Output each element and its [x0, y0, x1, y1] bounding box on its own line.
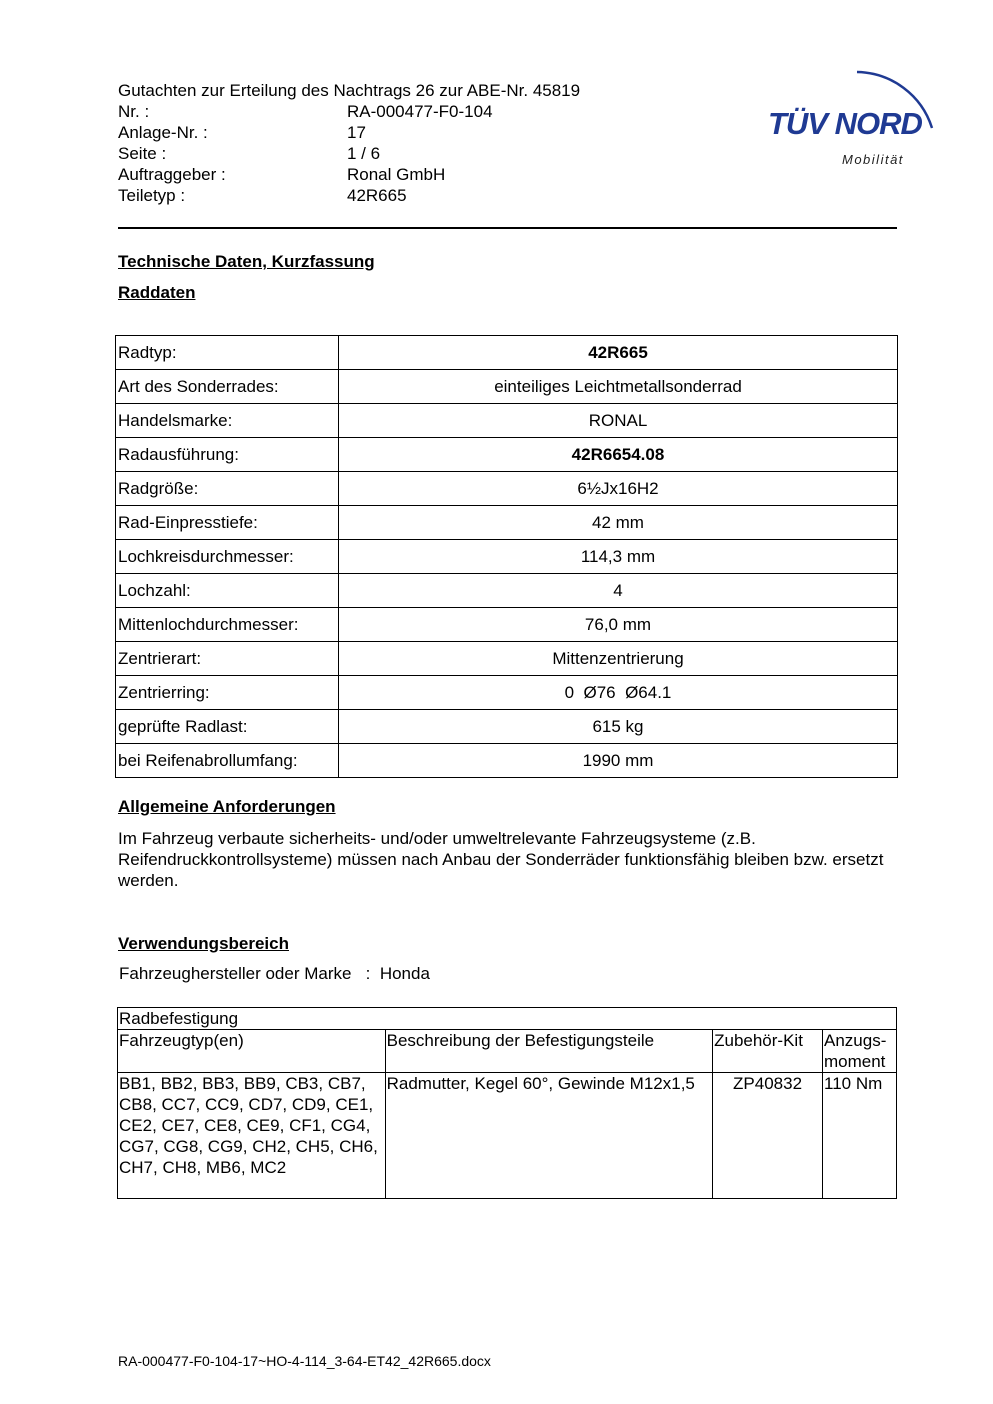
table-row: geprüfte Radlast: 615 kg	[116, 710, 898, 744]
header-row-seite: Seite : 1 / 6	[118, 144, 381, 163]
mounting-table-title: Radbefestigung	[118, 1008, 897, 1030]
description-cell: Radmutter, Kegel 60°, Gewinde M12x1,5	[385, 1073, 712, 1199]
document-header	[118, 80, 580, 206]
document-title: Gutachten zur Erteilung des Nachtrags 26 zur ABE-Nr. 45819	[118, 81, 581, 100]
header-vehicle-types: Fahrzeugtyp(en)	[118, 1030, 386, 1073]
header-row-anlage: Anlage-Nr. : 17	[118, 123, 366, 142]
logo-subtitle: Mobilität	[842, 152, 904, 167]
logo-wordmark: TÜV NORD	[768, 106, 922, 141]
table-row: Handelsmarke: RONAL	[116, 404, 898, 438]
header-row-nr: Nr. : RA-000477-F0-104	[118, 102, 493, 121]
header-description: Beschreibung der Befestigungsteile	[385, 1030, 712, 1073]
table-row: bei Reifenabrollumfang: 1990 mm	[116, 744, 898, 778]
table-row: Art des Sonderrades: einteiliges Leichtmetallsonderrad	[116, 370, 898, 404]
table-row: Zentrierring: 0 Ø76 Ø64.1	[116, 676, 898, 710]
table-row: Radtyp: 42R665	[116, 336, 898, 370]
tuv-nord-logo	[762, 56, 942, 176]
table-title-row	[118, 1008, 897, 1030]
table-row: Radausführung: 42R6654.08	[116, 438, 898, 472]
manufacturer-line	[119, 964, 430, 984]
header-row-auftraggeber: Auftraggeber : Ronal GmbH	[118, 165, 446, 184]
header-row-teiletyp: Teiletyp : 42R665	[118, 186, 407, 205]
table-header-row	[118, 1030, 897, 1073]
section-heading-general: Allgemeine Anforderungen	[118, 797, 336, 816]
table-row: Radgröße: 6½Jx16H2	[116, 472, 898, 506]
manufacturer-label: Fahrzeughersteller oder Marke	[119, 964, 352, 983]
section-heading-tech: Technische Daten, Kurzfassung	[118, 252, 375, 271]
section-heading-usage: Verwendungsbereich	[118, 934, 289, 953]
table-row: Lochzahl: 4	[116, 574, 898, 608]
manufacturer-separator: :	[365, 964, 371, 983]
general-requirements-text: Im Fahrzeug verbaute sicherheits- und/oder umweltrelevante Fahrzeugsysteme (z.B. Reifendruckkontrollsysteme) müssen nach Anbau der Sonderräder funktionsfähig bleiben bzw. ersetzt werden.	[118, 829, 884, 890]
torque-cell: 110 Nm	[823, 1073, 897, 1199]
table-row: Mittenlochdurchmesser: 76,0 mm	[116, 608, 898, 642]
vehicle-types-cell: BB1, BB2, BB3, BB9, CB3, CB7, CB8, CC7, CC9, CD7, CD9, CE1, CE2, CE7, CE8, CE9, CF1, CG4, CG7, CG8, CG9, CH2, CH5, CH6, CH7, CH8, MB6, MC2	[118, 1073, 386, 1199]
table-row: Rad-Einpresstiefe: 42 mm	[116, 506, 898, 540]
header-divider	[118, 227, 897, 229]
section-heading-wheel: Raddaten	[118, 283, 196, 302]
document-footer: RA-000477-F0-104-17~HO-4-114_3-64-ET42_42R665.docx	[118, 1353, 491, 1369]
wheel-data-table	[115, 335, 898, 778]
table-row: Zentrierart: Mittenzentrierung	[116, 642, 898, 676]
header-kit: Zubehör-Kit	[713, 1030, 823, 1073]
kit-cell: ZP40832	[713, 1073, 823, 1199]
mounting-table	[117, 1007, 897, 1199]
table-row: Lochkreisdurchmesser: 114,3 mm	[116, 540, 898, 574]
table-row	[118, 1073, 897, 1199]
manufacturer-value: Honda	[379, 964, 430, 983]
header-torque: Anzugs-moment	[823, 1030, 897, 1073]
